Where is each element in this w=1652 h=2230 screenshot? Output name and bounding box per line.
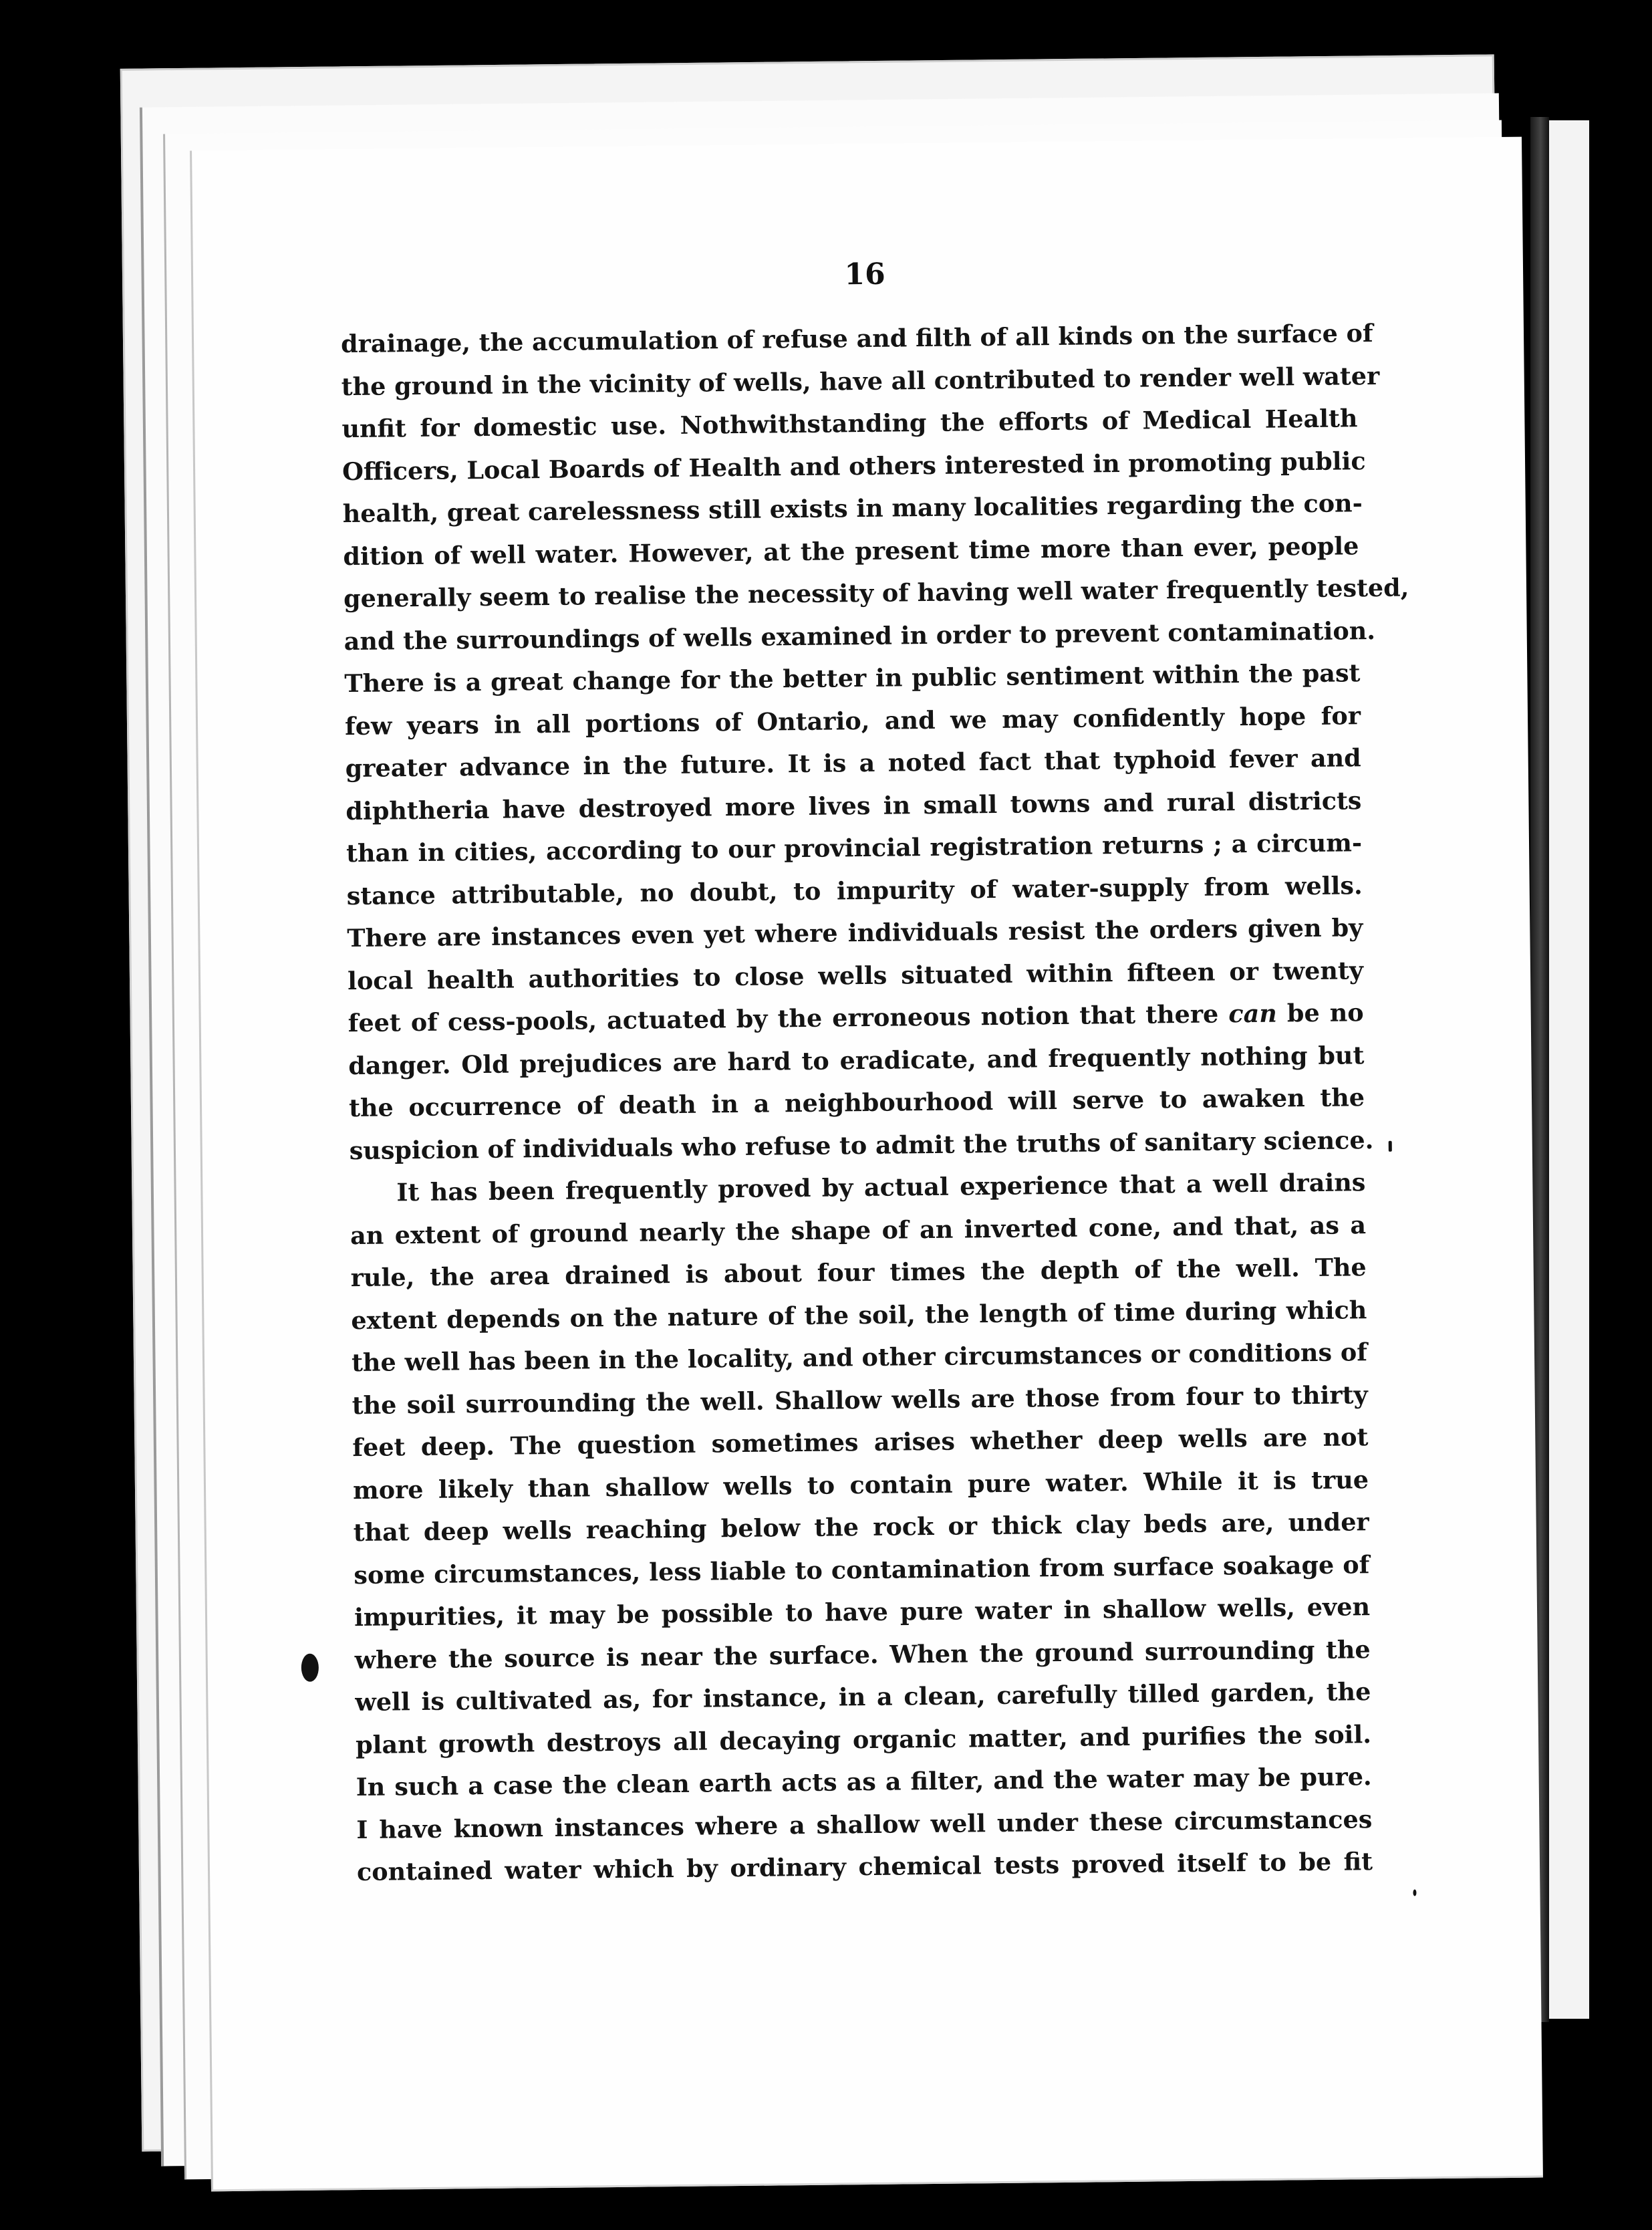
text-line: the soil surrounding the well. Shallow wells are those from four to thirty [352,1380,1368,1420]
text-line: impurities, it may be possible to have pure water in shallow wells, even [354,1592,1371,1632]
text-line: stance attributable, no doubt, to impurity of water-supply from wells. [346,870,1363,910]
line-tail: be no [1286,998,1364,1028]
ink-blot [301,1654,319,1682]
text-line: than in cities, according to our provincial registration returns ; a circum- [346,828,1363,868]
text-line: some circumstances, less liable to contamination from surface soakage of [354,1550,1370,1590]
book-page [190,137,1543,2192]
body-text [340,312,1409,1893]
text-line: drainage, the accumulation of refuse and filth of all kinds on the surface of [340,318,1373,359]
text-line: the occurrence of death in a neighbourhood will serve to awaken the [348,1083,1365,1123]
text-line: well is cultivated as, for instance, in a clean, carefully tilled garden, the [355,1677,1371,1717]
text-line: contained water which by ordinary chemical tests proved itself to be fit [356,1847,1373,1887]
text-line: suspicion of individuals who refuse to admit the truths of sanitary science. [349,1125,1374,1165]
text-line: extent depends on the nature of the soil, the length of time during which [351,1295,1367,1335]
text-line: dition of well water. However, at the present time more than ever, people [343,531,1359,571]
text-line: that deep wells reaching below the rock or thick clay beds are, under [353,1507,1369,1547]
text-line: local health authorities to close wells situated within fifteen or twenty [347,955,1364,995]
paragraph-2 [350,1161,1373,1893]
text-line: where the source is near the surface. When the ground surrounding the [354,1634,1371,1675]
text-line: unfit for domestic use. Nothwithstanding the efforts of Medical Health [341,404,1358,444]
paragraph-1 [340,312,1409,1172]
ink-speck [1413,1889,1416,1896]
text-line: It has been frequently proved by actual experience that a well drains [396,1168,1366,1207]
page-number: 16 [844,257,885,292]
text-line: There are instances even yet where individuals resist the orders given by [347,913,1363,953]
italic-word: can [1228,999,1278,1029]
text-line: greater advance in the future. It is a noted fact that typhoid fever and [345,743,1361,783]
text-line: rule, the area drained is about four times the depth of the well. The [350,1253,1367,1293]
text-line: more likely than shallow wells to contain pure water. While it is true [352,1465,1369,1505]
text-line: few years in all portions of Ontario, and we may confidently hope for [344,701,1361,741]
text-line: an extent of ground nearly the shape of an inverted cone, and that, as a [350,1210,1367,1250]
text-line: In such a case the clean earth acts as a filter, and the water may be pure. [356,1762,1372,1802]
text-line: diphtheria have destroyed more lives in small towns and rural districts [346,785,1362,826]
facing-page-strip [1549,120,1589,2019]
text-line: plant growth destroys all decaying organic matter, and purifies the soil. [355,1719,1372,1759]
ink-speck [1389,1141,1392,1152]
line-text: feet of cess-pools, actuated by the erroneous notion that there [348,999,1219,1038]
text-line: health, great carelessness still exists in many localities regarding the con- [342,489,1363,529]
text-line: the well has been in the locality, and other circumstances or conditions of [351,1338,1368,1378]
text-line: generally seem to realise the necessity of having well water frequently tested, [343,573,1409,614]
text-line: There is a great change for the better in public sentiment within the past [344,658,1361,699]
text-line: feet deep. The question sometimes arises whether deep wells are not [352,1422,1369,1463]
text-line: the ground in the vicinity of wells, have all contributed to render well water [341,361,1380,401]
text-line: danger. Old prejudices are hard to eradicate, and frequently nothing but [348,1040,1365,1080]
text-line: I have known instances where a shallow well under these circumstances [356,1804,1373,1844]
text-line: Officers, Local Boards of Health and others interested in promoting public [341,446,1366,486]
text-line: and the surroundings of wells examined in order to prevent contamination. [343,616,1376,656]
